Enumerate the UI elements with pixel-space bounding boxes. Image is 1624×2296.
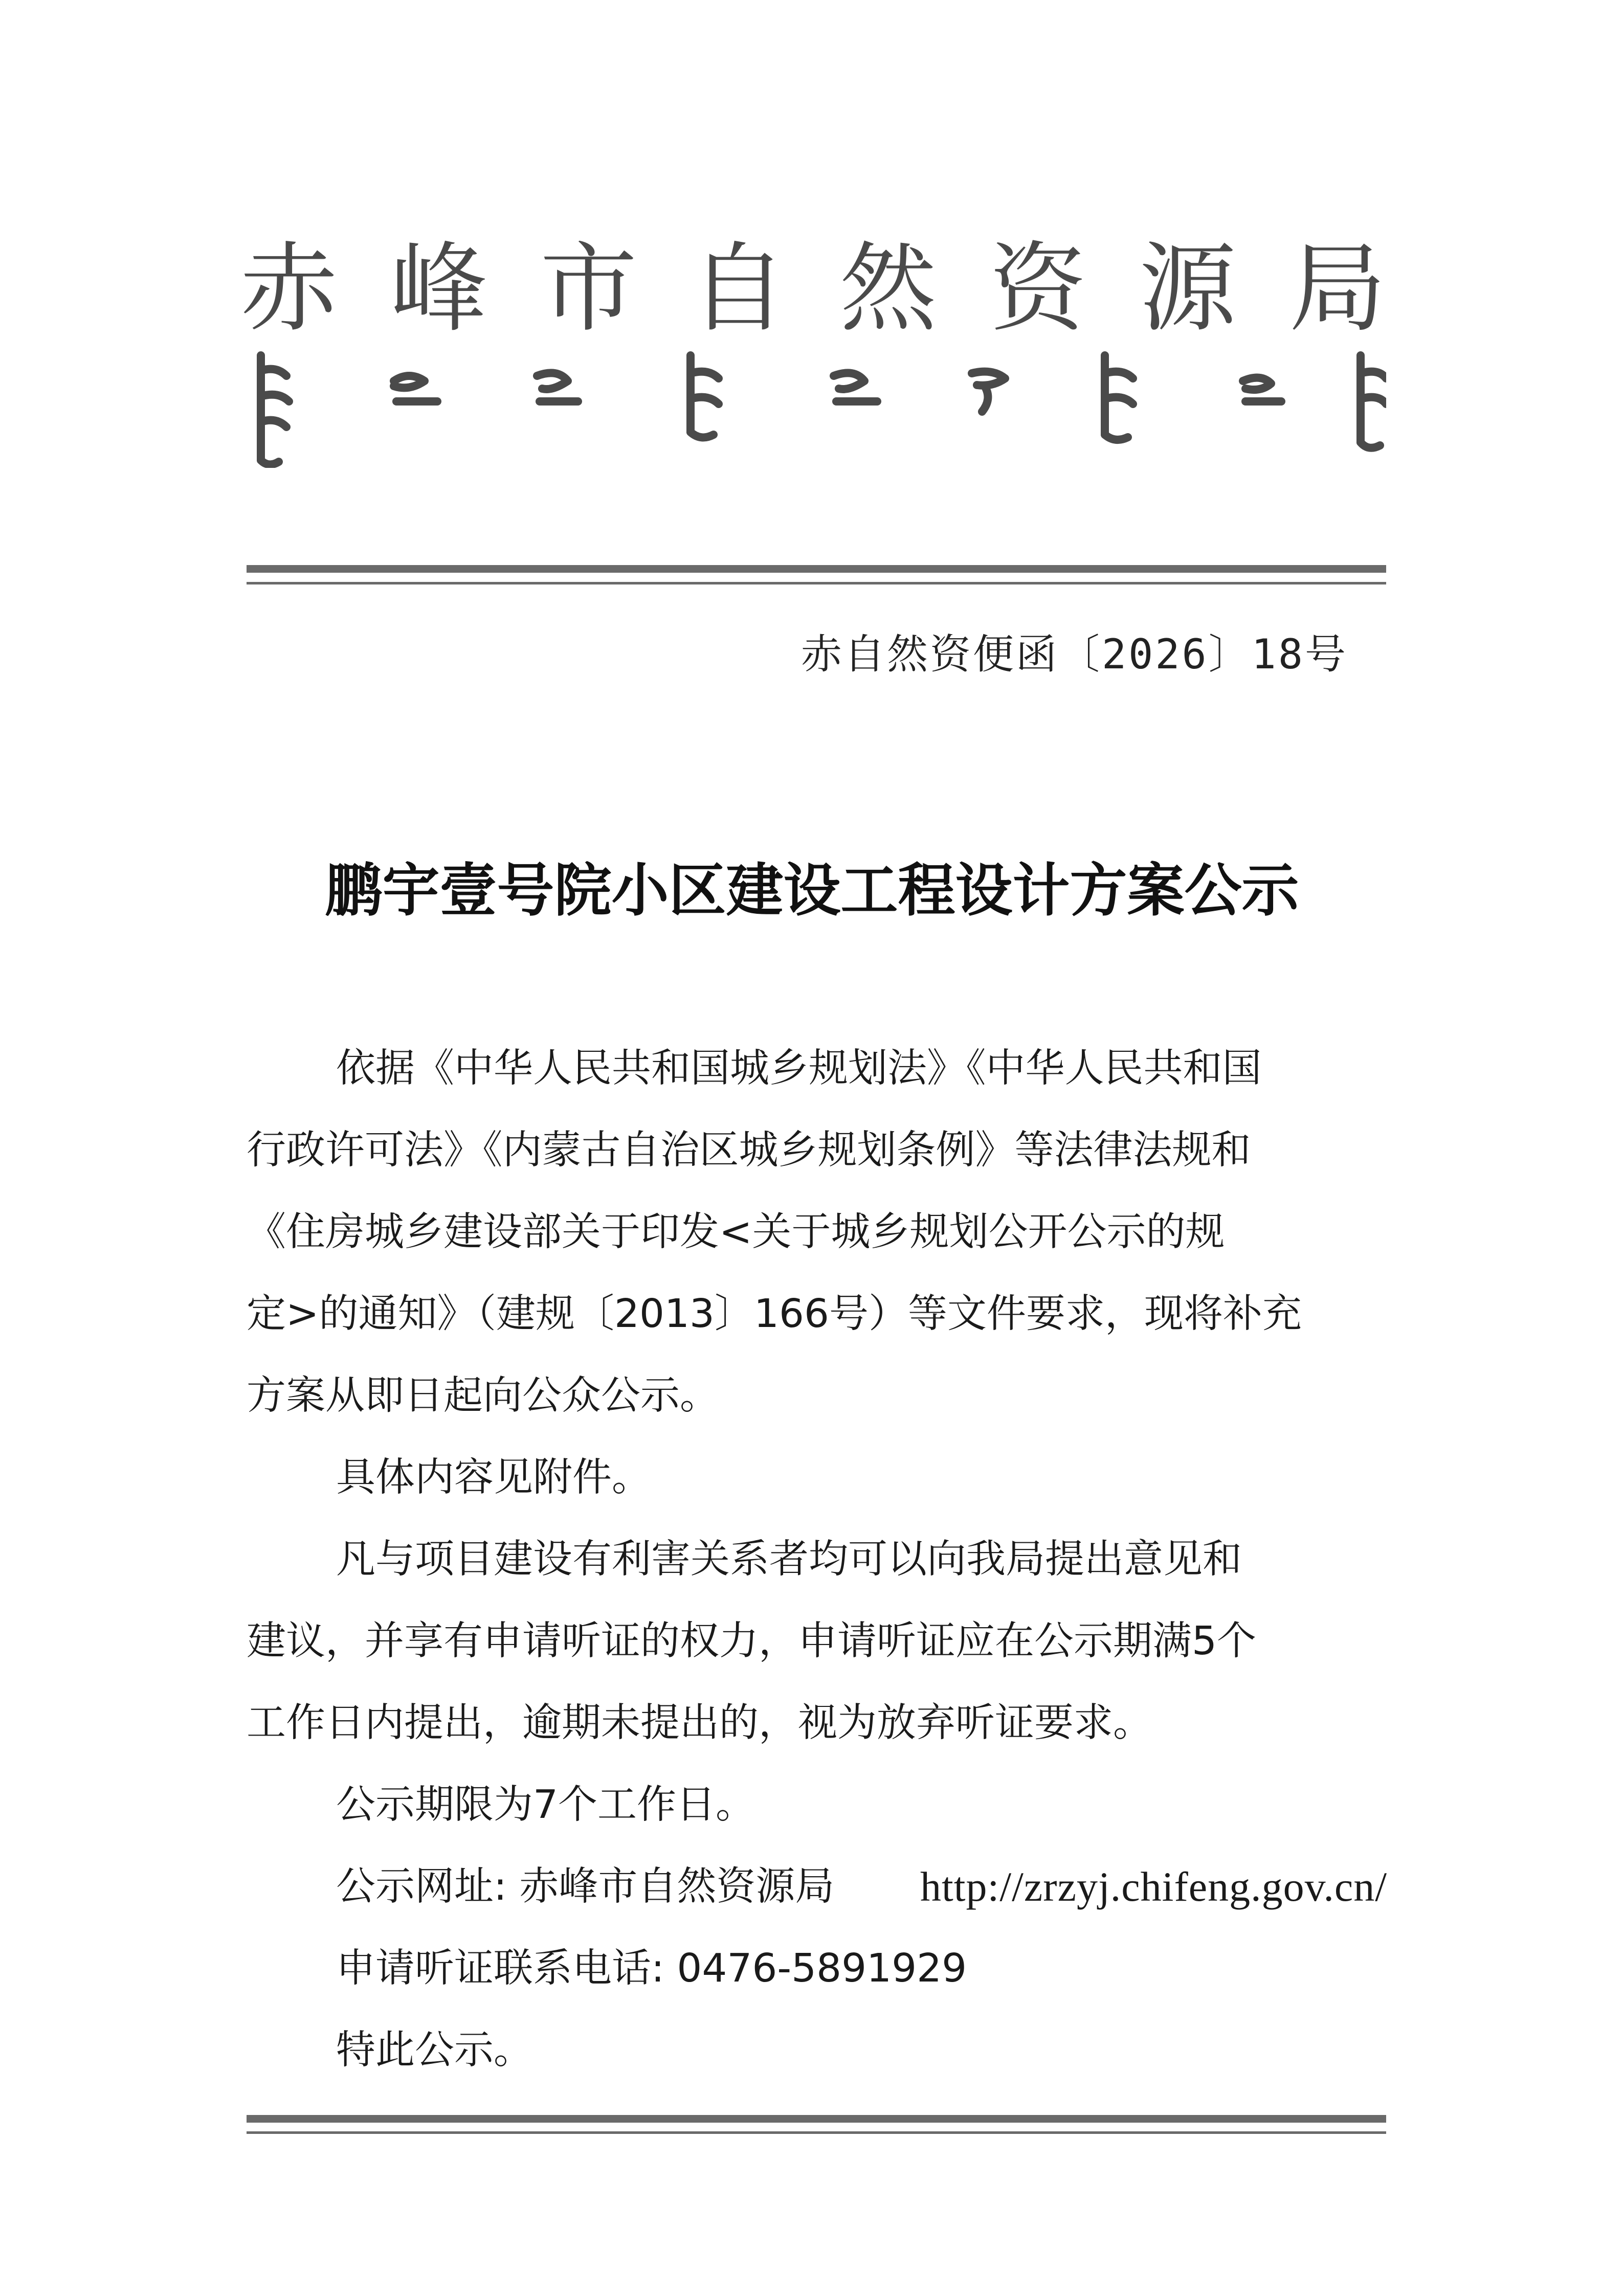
mongolian-script-agency-name	[240, 350, 1386, 468]
website-link[interactable]: http://zrzyj.chifeng.gov.cn/	[920, 1863, 1387, 1910]
body-line: 定>的通知》（建规〔2013〕166号）等文件要求，现将补充	[247, 1291, 1302, 1337]
body-line: 工作日内提出，逾期未提出的，视为放弃听证要求。	[247, 1700, 1152, 1746]
header-divider-thin	[247, 582, 1386, 584]
agency-char: 赤	[240, 232, 338, 345]
body-line: 《住房城乡建设部关于印发<关于城乡规划公开公示的规	[247, 1209, 1225, 1255]
closing-line: 特此公示。	[336, 2028, 533, 2073]
body-line: 公示期限为7个工作日。	[336, 1782, 755, 1828]
footer-divider-thick	[247, 2115, 1386, 2123]
agency-char: 市	[540, 232, 637, 345]
footer-divider-thin	[247, 2131, 1386, 2134]
agency-char: 然	[839, 232, 937, 345]
notice-body	[247, 1041, 1387, 2104]
phone-line: 申请听证联系电话: 0476-5891929	[336, 1946, 967, 1991]
agency-char: 自	[689, 232, 787, 345]
website-label: 公示网址: 赤峰市自然资源局	[336, 1864, 835, 1909]
body-line: 建议，并享有申请听证的权力，申请听证应在公示期满5个	[247, 1618, 1256, 1664]
agency-char: 资	[989, 232, 1087, 345]
body-line: 行政许可法》《内蒙古自治区城乡规划条例》等法律法规和	[247, 1128, 1251, 1173]
document-number: 赤自然资便函〔2026〕18号	[801, 631, 1348, 678]
body-line: 方案从即日起向公众公示。	[247, 1373, 719, 1419]
header-divider-thick	[247, 565, 1386, 573]
website-line	[247, 1859, 1387, 1941]
body-line: 具体内容见附件。	[336, 1455, 651, 1500]
notice-title: 鹏宇壹号院小区建设工程设计方案公示	[325, 857, 1299, 924]
agency-char: 峰	[390, 232, 487, 345]
body-line: 凡与项目建设有利害关系者均可以向我局提出意见和	[336, 1537, 1242, 1582]
agency-char: 局	[1288, 232, 1386, 345]
agency-char: 源	[1139, 232, 1237, 345]
body-line: 依据《中华人民共和国城乡规划法》《中华人民共和国	[336, 1046, 1262, 1091]
agency-name	[240, 233, 1386, 345]
mongolian-script-graphic	[240, 350, 1386, 468]
